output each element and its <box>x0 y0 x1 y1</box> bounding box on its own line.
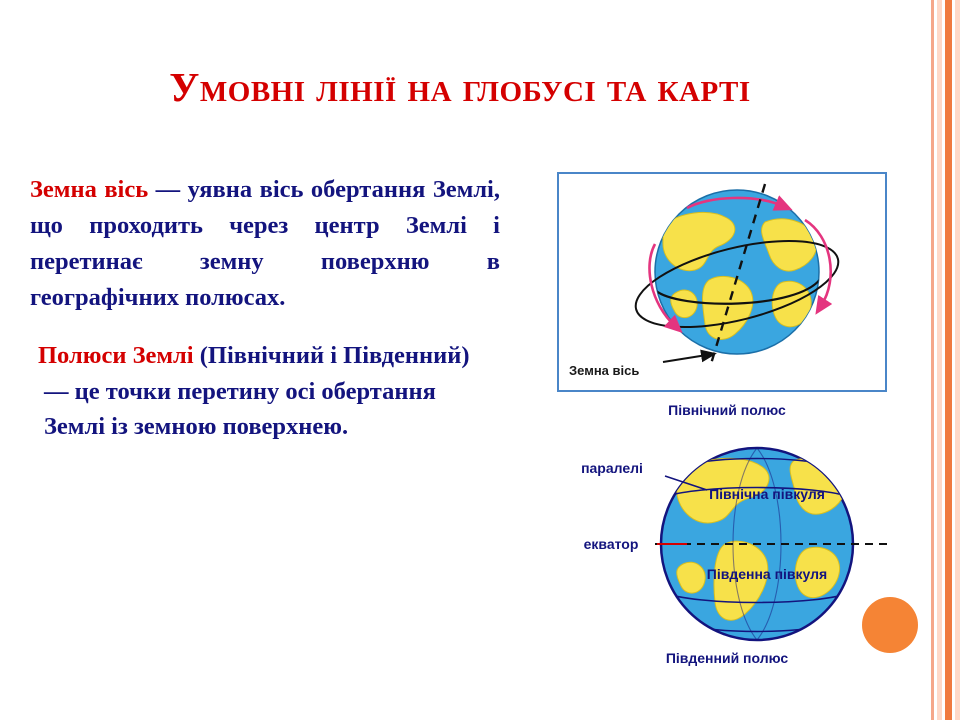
globe-axis-illustration <box>559 174 885 390</box>
decor-bar-2 <box>937 0 942 720</box>
paragraph-poles <box>30 338 500 445</box>
label-parallels: паралелі <box>581 460 643 476</box>
label-northern-hemisphere: Північна півкуля <box>709 486 825 502</box>
decor-bar-3 <box>945 0 952 720</box>
paragraph-earth-axis <box>30 172 500 316</box>
figure-hemispheres <box>557 398 887 688</box>
decorative-right-bars <box>920 0 960 720</box>
figure-globe-axis <box>557 172 887 392</box>
label-southern-hemisphere: Південна півкуля <box>706 566 828 582</box>
decor-bar-1 <box>931 0 934 720</box>
keyword-earth-axis: Земна вісь <box>30 176 149 203</box>
page-title: Умовні лінії на глобусі та карті <box>169 64 751 111</box>
paragraph-poles-text: (Північний і Південний) — це точки перетину осі обертання Землі із земною поверхнею. <box>44 342 470 441</box>
label-south-pole: Південний полюс <box>665 650 789 666</box>
paragraph-earth-axis-text: — уявна вісь обертання Землі, що проходить через центр Землі і перетинає земну поверхню в географічних полюсах. <box>30 176 500 311</box>
label-equator: екватор <box>583 536 639 552</box>
body-text-column <box>30 172 500 445</box>
keyword-poles: Полюси Землі <box>38 342 194 369</box>
label-north-pole: Північний полюс <box>668 402 786 418</box>
figure-axis-caption: Земна вісь <box>569 363 640 378</box>
decor-bar-4 <box>955 0 960 720</box>
